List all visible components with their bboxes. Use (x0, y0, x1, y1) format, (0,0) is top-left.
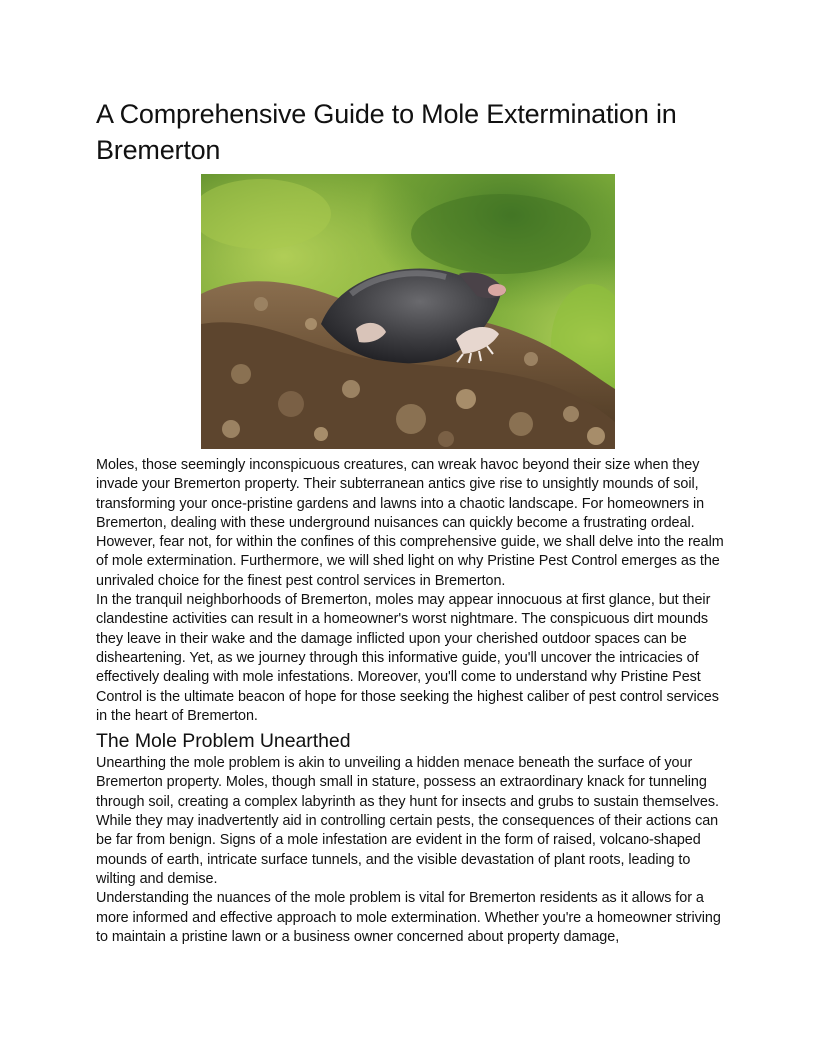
mole-photo (201, 174, 615, 449)
mole-emerging-from-soil-image (201, 174, 615, 449)
intro-paragraph-1: Moles, those seemingly inconspicuous creatures, can wreak havoc beyond their size when they invade your Bremerton property. Their subterranean antics give rise to unsightly mounds of soil, transforming your once-pristine gardens and lawns into a chaotic landscape. For homeowners in Bremerton, dealing with these underground nuisances can quickly become a frustrating ordeal. However, fear not, for within the confines of this comprehensive guide, we shall delve into the realm of mole extermination. Furthermore, we will shed light on why Pristine Pest Control emerges as the unrivaled choice for the finest pest control services in Bremerton. (96, 457, 724, 589)
intro-paragraph-2: In the tranquil neighborhoods of Bremerton, moles may appear innocuous at first glance, but their clandestine activities can result in a homeowner's worst nightmare. The conspicuous dirt mounds they leave in their wake and the damage inflicted upon your cherished outdoor spaces can be disheartening. Yet, as we journey through this informative guide, you'll uncover the intricacies of effectively dealing with mole infestations. Moreover, you'll come to understand why Pristine Pest Control is the ultimate beacon of hope for those seeking the highest caliber of pest control services in the heart of Bremerton. (96, 592, 719, 724)
section-heading: The Mole Problem Unearthed (96, 730, 351, 753)
section-paragraph-2: Understanding the nuances of the mole problem is vital for Bremerton residents as it allows for a more informed and effective approach to mole extermination. Whether you're a homeowner striving to maintain a pristine lawn or a business owner concerned about property damage, (96, 890, 721, 945)
page-title: A Comprehensive Guide to Mole Extermination in Bremerton (96, 99, 677, 165)
section-paragraph-1: Unearthing the mole problem is akin to unveiling a hidden menace beneath the surface of your Bremerton property. Moles, though small in stature, possess an extraordinary knack for tunneling through soil, creating a complex labyrinth as they hunt for insects and grubs to sustain themselves. While they may inadvertently aid in controlling certain pests, the consequences of their actions can be far from benign. Signs of a mole infestation are evident in the form of raised, volcano-shaped mounds of earth, intricate surface tunnels, and the visible devastation of plant roots, leading to wilting and demise. (96, 755, 719, 887)
article-body (96, 456, 724, 947)
